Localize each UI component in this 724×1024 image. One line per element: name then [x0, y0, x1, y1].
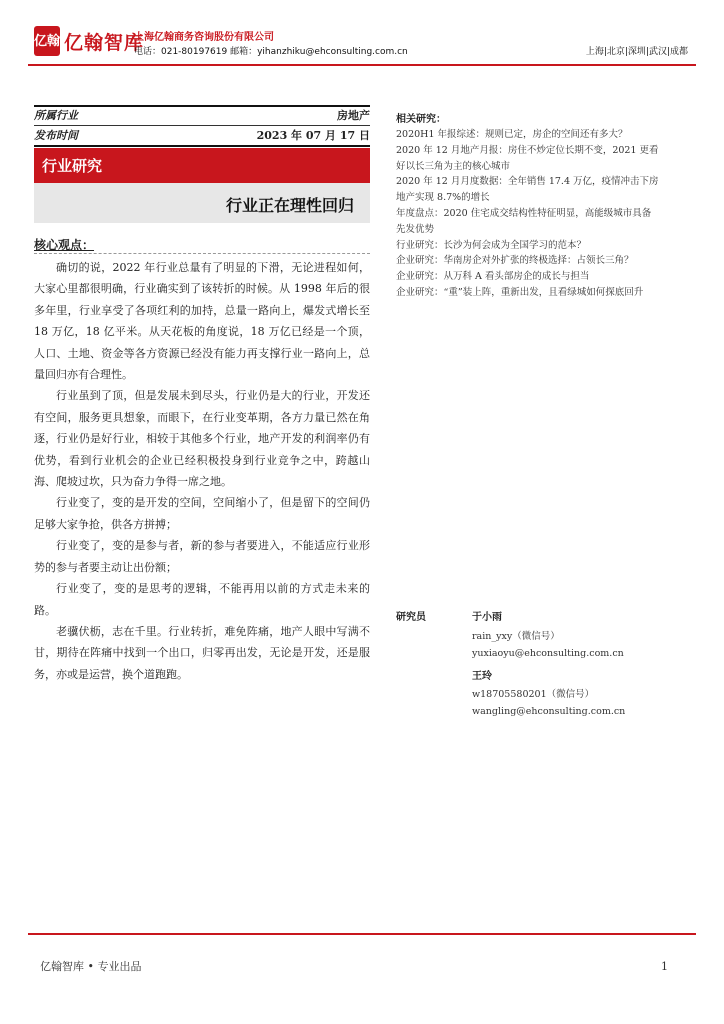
related-item[interactable]: 企业研究：从万科 A 看头部房企的成长与担当: [396, 271, 590, 283]
meta-industry-row: [34, 106, 370, 125]
analyst-label: 研究员: [396, 612, 426, 623]
date-label: 发布时间: [34, 129, 78, 142]
core-paragraph: 行业变了，变的是参与者，新的参与者要进入，不能适应行业形势的参与者要主动让出份额；: [34, 539, 370, 574]
meta-date-row: [34, 126, 370, 145]
related-item[interactable]: 2020 年 12 月月度数据：全年销售 17.4 万亿，疫情冲击下房地产实现 8.7%的增长: [396, 176, 659, 204]
related-item[interactable]: 2020 年 12 月地产月报：房住不炒定位长期不变，2021 更看好以长三角为主的核心城市: [396, 144, 659, 172]
footer-brand: 亿翰智库 • 专业出品: [40, 960, 142, 973]
analyst-wechat: rain_yxy（微信号）: [472, 631, 560, 642]
related-item[interactable]: 企业研究：“重”装上阵，重新出发，且看绿城如何探底回升: [396, 286, 644, 298]
contact-info: 电话：021-80197619 邮箱：yihanzhiku@ehconsulting.com.cn: [134, 47, 408, 57]
category-title: 行业研究: [42, 157, 103, 175]
analyst-name: 于小雨: [472, 612, 502, 623]
related-research-heading: 相关研究：: [396, 114, 446, 125]
meta-bottom-rule: [34, 145, 370, 147]
core-paragraph: 老骥伏枥，志在千里。行业转折，难免阵痛，地产人眼中写满不甘，期待在阵痛中找到一个出口，归零再出发，无论是开发，还是服务，亦或是运营，换个道跑跑。: [34, 624, 370, 681]
header-divider: [28, 64, 696, 66]
footer-divider: [28, 933, 696, 935]
analyst-wechat: w18705580201（微信号）: [472, 689, 595, 700]
logo-mark: 亿翰: [34, 26, 60, 56]
core-views-body: [34, 257, 370, 685]
analyst-email[interactable]: yuxiaoyu@ehconsulting.com.cn: [472, 648, 624, 659]
core-paragraph: 确切的说，2022 年行业总量有了明显的下滑，无论进程如何，大家心里都很明确，行业确实到了该转折的时候。从 1998 年后的很多年里，行业享受了各项红利的加持，总量一路向上，爆发式增长至 18 万亿，18 亿平米。从天花板的角度说，18 万亿已经是一个顶，人口、土地、资金等各方资源已经没有能力再支撑行业一路向上，总量回归亦有合理性。: [34, 261, 370, 382]
analyst-name: 王玲: [472, 671, 492, 682]
logo-text: 亿翰智库: [64, 31, 145, 54]
analyst-email[interactable]: wangling@ehconsulting.com.cn: [472, 706, 626, 717]
report-title-box: [34, 183, 370, 223]
report-title: 行业正在理性回归: [225, 196, 354, 215]
industry-label: 所属行业: [34, 109, 78, 122]
core-views-divider: [34, 253, 370, 254]
date-value: 2023 年 07 月 17 日: [256, 129, 370, 142]
industry-value: 房地产: [337, 109, 370, 122]
core-paragraph: 行业变了，变的是思考的逻辑，不能再用以前的方式走未来的路。: [34, 582, 370, 617]
core-views-heading: 核心观点：: [34, 238, 95, 252]
category-banner: [34, 148, 370, 183]
office-cities: 上海|北京|深圳|武汉|成都: [585, 47, 688, 57]
company-logo: [34, 26, 144, 56]
company-name: 上海亿翰商务咨询股份有限公司: [134, 32, 274, 43]
related-item[interactable]: 2020H1 年报综述：规则已定，房企的空间还有多大？: [396, 129, 628, 140]
core-paragraph: 行业变了，变的是开发的空间，空间缩小了，但是留下的空间仍足够大家争抢，供各方拼搏；: [34, 496, 370, 531]
related-research-list: [396, 127, 660, 301]
page-number: 1: [661, 960, 668, 973]
related-item[interactable]: 企业研究：华南房企对外扩张的终极选择：占领长三角？: [396, 255, 634, 267]
core-paragraph: 行业虽到了顶，但是发展未到尽头，行业仍是大的行业，开发还有空间，服务更具想象，而眼下，在行业变革期，各方力量已然在角逐，行业仍是好行业，相较于其他多个行业，地产开发的利润率仍有优势，看到行业机会的企业已经积极投身到行业竞争之中，跨越山海、爬坡过坎，只为奋力争得一席之地。: [34, 389, 370, 489]
related-item[interactable]: 年度盘点：2020 住宅成交结构性特征明显，高能级城市具备先发优势: [396, 207, 652, 235]
related-item[interactable]: 行业研究：长沙为何会成为全国学习的范本？: [396, 239, 587, 251]
